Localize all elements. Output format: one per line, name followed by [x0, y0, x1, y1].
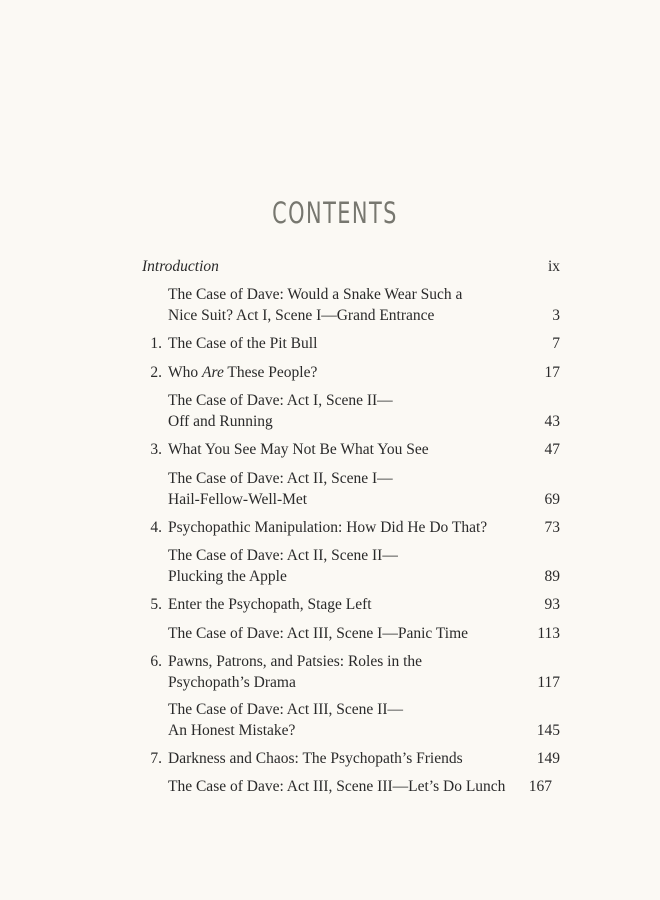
contents-title: CONTENTS [272, 196, 398, 230]
toc-entry-title-line: Psychopath’s Drama [168, 674, 296, 691]
toc-entry-title [168, 362, 317, 383]
toc-entry-title [168, 594, 372, 615]
toc-page-number: 145 [536, 722, 560, 739]
toc-page-number: 73 [544, 519, 560, 536]
toc-page-number: 47 [544, 441, 560, 458]
toc-chapter-number: 6. [150, 653, 162, 670]
toc-entry-title [168, 545, 398, 587]
toc-page-number: 7 [552, 335, 560, 352]
toc-entry-title-line: The Case of the Pit Bull [168, 335, 318, 352]
toc-entry-title-line: Psychopathic Manipulation: How Did He Do That? [168, 519, 488, 536]
toc-entry-title [168, 623, 468, 644]
toc-entry-title-line: Plucking the Apple [168, 568, 287, 585]
toc-page-number: 89 [544, 568, 560, 585]
toc-page-number: 3 [552, 307, 560, 324]
toc-page-number: 167 [528, 778, 552, 795]
toc-page-number: 113 [537, 625, 560, 642]
title-part: Who [168, 364, 203, 381]
toc-entry-title-line: Pawns, Patrons, and Patsies: Roles in the [168, 653, 423, 670]
title-part-emphasis: Are [202, 364, 224, 381]
toc-entry-title-line: The Case of Dave: Act I, Scene II— [168, 392, 393, 409]
toc-entry-title-line: Nice Suit? Act I, Scene I—Grand Entrance [168, 307, 435, 324]
title-part: These People? [223, 364, 318, 381]
toc-entry-title-line: Enter the Psychopath, Stage Left [168, 596, 372, 613]
toc-entry-title [168, 468, 393, 510]
toc-entry-title-line: Off and Running [168, 413, 273, 430]
toc-page-number: 93 [544, 596, 560, 613]
toc-page-number: 43 [544, 413, 560, 430]
toc-page-number: 149 [536, 750, 560, 767]
toc-entry-title [168, 776, 505, 797]
toc-entry-title-line: The Case of Dave: Act III, Scene I—Panic Time [168, 625, 469, 642]
toc-entry-title-line: The Case of Dave: Act III, Scene III—Let’s Do Lunch [168, 778, 506, 795]
toc-entry-title [142, 256, 219, 277]
toc-chapter-number: 2. [150, 364, 162, 381]
toc-entry-title [168, 699, 403, 741]
toc-entry-title [168, 390, 393, 432]
toc-chapter-number: 4. [150, 519, 162, 536]
toc-chapter-number: 3. [150, 441, 162, 458]
toc-entry-title-line: The Case of Dave: Act II, Scene II— [168, 547, 398, 564]
toc-entry-title-line: The Case of Dave: Act II, Scene I— [168, 470, 393, 487]
toc-entry-title-line: The Case of Dave: Act III, Scene II— [168, 701, 403, 718]
toc-entry-title [168, 439, 429, 460]
toc-entry-title-line: Hail-Fellow-Well-Met [168, 491, 308, 508]
toc-chapter-number: 1. [150, 335, 162, 352]
toc-entry-title [168, 517, 487, 538]
toc-page-number: ix [547, 258, 560, 275]
toc-entry-title-line: Introduction [142, 258, 219, 275]
toc-entry-title-line: Darkness and Chaos: The Psychopath’s Friends [168, 750, 463, 767]
toc-entry-title [168, 284, 462, 326]
toc-entry-title [168, 748, 463, 769]
toc-entry-title-line: An Honest Mistake? [168, 722, 296, 739]
toc-page-number: 117 [537, 674, 560, 691]
toc-entry-title-line [168, 362, 317, 383]
toc-chapter-number: 7. [150, 750, 162, 767]
toc-entry-title [168, 333, 317, 354]
toc-entry-title-line: What You See May Not Be What You See [168, 441, 429, 458]
toc-page-number: 69 [544, 491, 560, 508]
toc-chapter-number: 5. [150, 596, 162, 613]
toc-entry-title-line: The Case of Dave: Would a Snake Wear Such a [168, 286, 463, 303]
toc-page-number: 17 [544, 364, 560, 381]
toc-entry-title [168, 651, 422, 693]
